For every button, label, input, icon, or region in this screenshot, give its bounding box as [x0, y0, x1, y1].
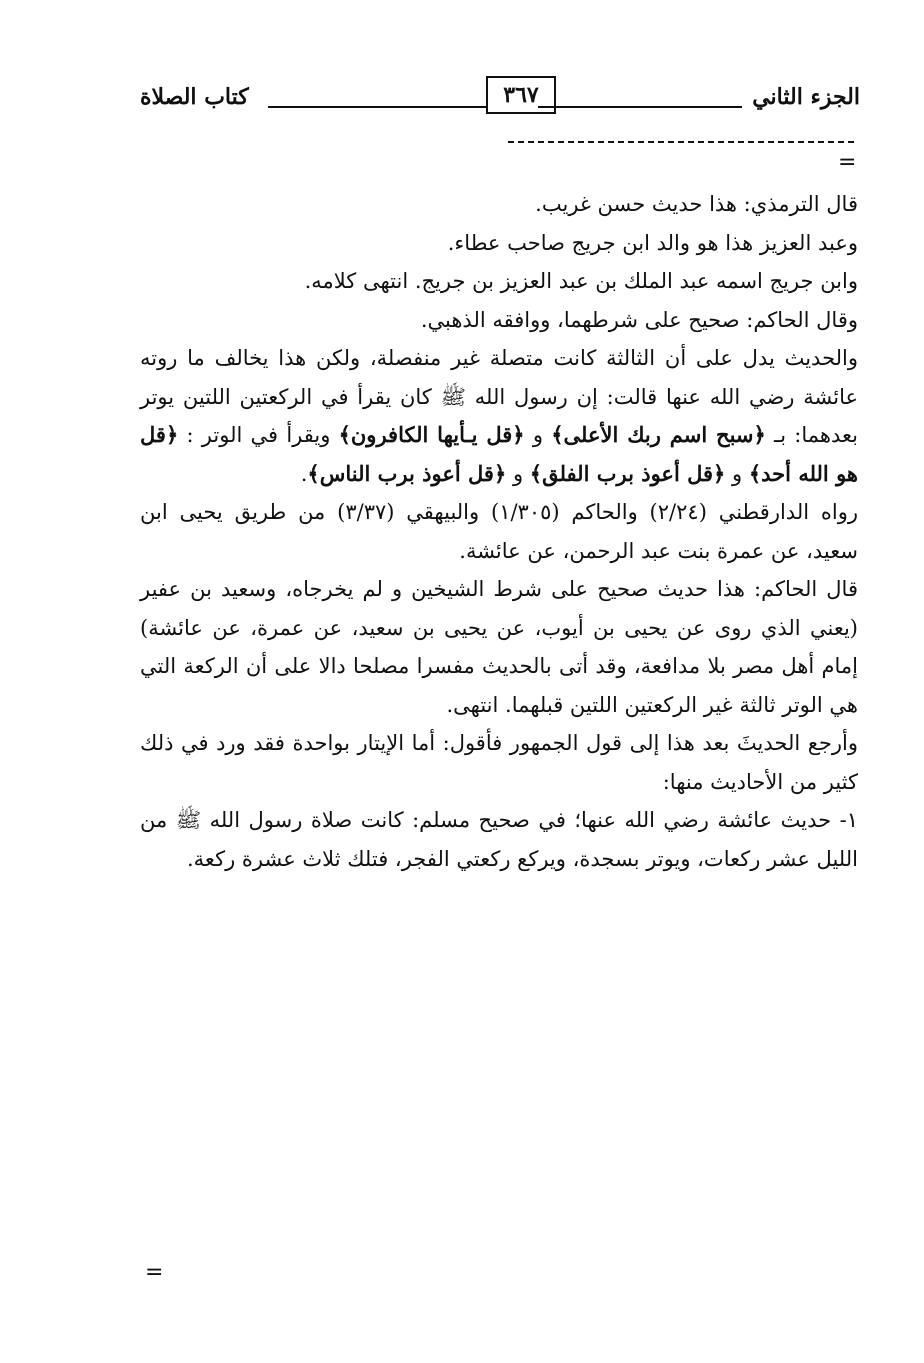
- text-segment: .: [300, 461, 308, 486]
- text-segment: و: [506, 461, 530, 486]
- paragraph: قال الترمذي: هذا حديث حسن غريب.: [535, 192, 858, 216]
- paragraph: وقال الحاكم: صحيح على شرطهما، ووافقه الذهبي.: [420, 307, 858, 332]
- text-segment: ويقرأ في الوتر :: [178, 423, 339, 447]
- part-label: الجزء الثاني: [752, 84, 860, 110]
- paragraph-with-quran-quotes: [140, 339, 858, 493]
- paragraph: وعبد العزيز هذا هو والد ابن جريج صاحب عطاء.: [447, 230, 858, 255]
- quran-quote: ﴿قل يـأيها الكافرون﴾: [338, 422, 525, 447]
- header-rule-right: [538, 106, 742, 108]
- quran-quote: ﴿قل أعوذ برب الفلق﴾: [529, 460, 726, 486]
- text-segment: والحديث يدل على أن الثالثة كانت متصلة غير منفصلة، ولكن هذا يخالف ما روته عائشة رضي الله عنها قالت: إن رسول الله ﷺ كان يقرأ في الركعتين اللتين يوتر بعدهما: بـ: [140, 346, 858, 447]
- paragraph: رواه الدارقطني (٢/٢٤) والحاكم (١/٣٠٥) والبيهقي (٣/٣٧) من طريق يحيى ابن سعيد، عن عمرة بنت عبد الرحمن، عن عائشة.: [140, 500, 859, 563]
- numbered-item: ١- حديث عائشة رضي الله عنها؛ في صحيح مسلم: كانت صلاة رسول الله ﷺ من الليل عشر ركعات، ويوتر بسجدة، ويركع ركعتي الفجر، فتلك ثلاث عشرة ركعة.: [140, 808, 858, 871]
- header-dashed-divider: [508, 141, 854, 143]
- quran-quote: ﴿قل أعوذ برب الناس﴾: [307, 460, 507, 486]
- quran-quote: ﴿قل هو الله أحد﴾: [140, 422, 858, 486]
- page-number: ٣٦٧: [486, 76, 556, 114]
- quran-quote: ﴿سبح اسم ربك الأعلى﴾: [551, 422, 766, 447]
- book-label: كتاب الصلاة: [140, 84, 249, 110]
- running-header: [140, 72, 860, 122]
- paragraph: وابن جريج اسمه عبد الملك بن عبد العزيز بن جريج. انتهى كلامه.: [304, 269, 858, 293]
- body-text: [140, 185, 858, 878]
- header-rule-left: [268, 106, 488, 108]
- continuation-mark-top: =: [838, 150, 857, 175]
- paragraph: وأرجع الحديثَ بعد هذا إلى قول الجمهور فأقول: أما الإيتار بواحدة فقد ورد في ذلك كثير من الأحاديث منها:: [140, 731, 858, 794]
- text-segment: و: [725, 461, 749, 486]
- paragraph: قال الحاكم: هذا حديث صحيح على شرط الشيخين و لم يخرجاه، وسعيد بن عفير (يعني الذي روى عن يحيى بن أيوب، عن يحيى بن سعيد، عن عمرة، عن عائشة) إمام أهل مصر بلا مدافعة، وقد أتى بالحديث مفسرا مصلحا دالا على أن الركعة التي هي الوتر ثالثة غير الركعتين اللتين قبلهما. انتهى.: [140, 577, 858, 717]
- continuation-mark-bottom: =: [145, 1260, 164, 1285]
- text-segment: و: [524, 423, 552, 447]
